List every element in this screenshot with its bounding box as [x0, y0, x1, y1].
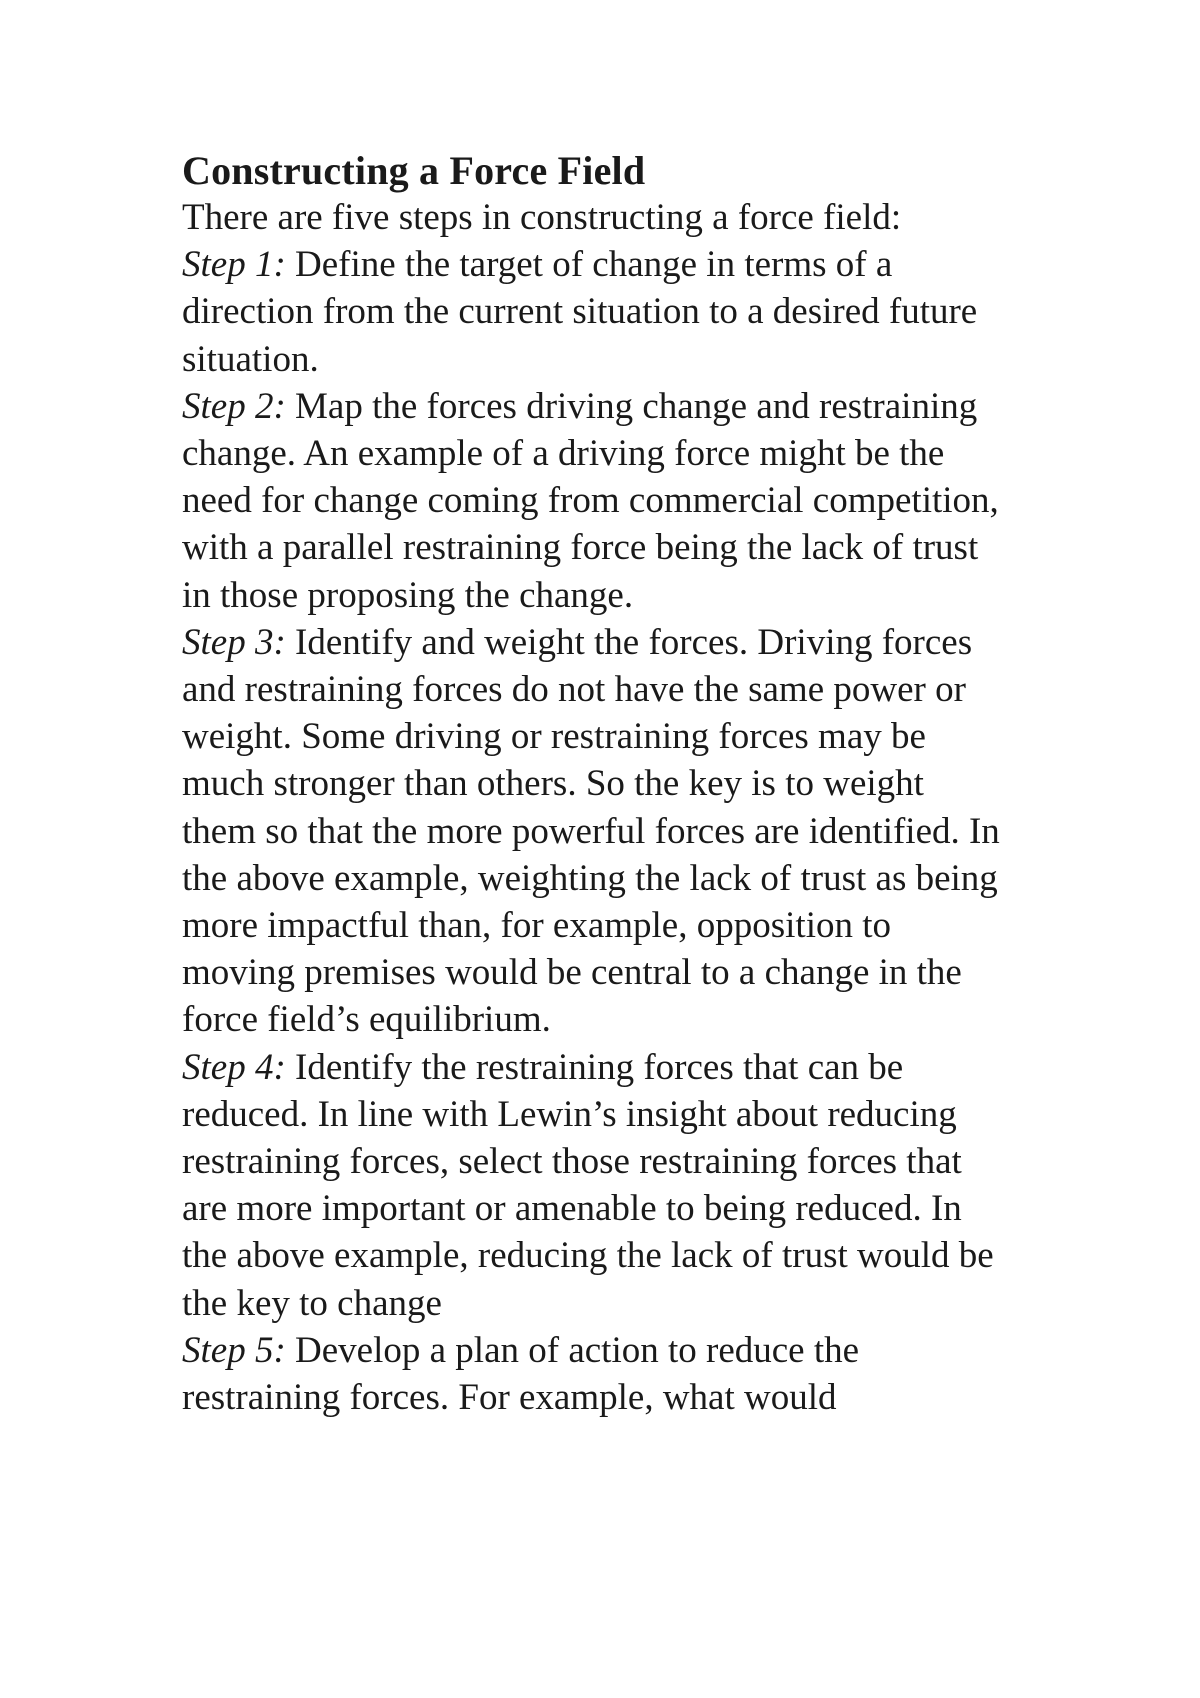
step-4-text: Identify the restraining forces that can be reduced. In line with Lewin’s insight about reducing restraining forces, select those restraining forces that are more important or amenable to being reduced. In the above example, reducing the lack of trust would be the key to change	[182, 1046, 994, 1324]
step-2-text: Map the forces driving change and restraining change. An example of a driving force might be the need for change coming from commercial competition, with a parallel restraining force being the lack of trust in those proposing the change.	[182, 385, 999, 616]
intro-paragraph: There are five steps in constructing a force field:	[182, 197, 902, 238]
step-1-text: Define the target of change in terms of a direction from the current situation to a desired future situation.	[182, 244, 978, 380]
step-2-paragraph	[182, 383, 1002, 619]
step-3-text: Identify and weight the forces. Driving forces and restraining forces do not have the same power or weight. Some driving or restraining forces may be much stronger than others. So the key is to weight them so that the more powerful forces are identified. In the above example, weighting the lack of trust as being more impactful than, for example, opposition to moving premises would be central to a change in the force field’s equilibrium.	[182, 621, 1000, 1041]
step-3-paragraph	[182, 619, 1002, 1044]
step-5-paragraph	[182, 1327, 1002, 1421]
step-4-paragraph	[182, 1044, 1002, 1327]
section-heading: Constructing a Force Field	[182, 148, 646, 193]
document-body	[182, 194, 1002, 1421]
step-3-label: Step 3:	[182, 621, 286, 663]
step-5-text: Develop a plan of action to reduce the restraining forces. For example, what would	[182, 1329, 860, 1419]
step-5-label: Step 5:	[182, 1329, 286, 1371]
step-4-label: Step 4:	[182, 1046, 286, 1088]
step-1-paragraph	[182, 241, 1002, 383]
step-2-label: Step 2:	[182, 385, 286, 427]
step-1-label: Step 1:	[182, 244, 286, 286]
document-content	[182, 148, 1002, 1421]
